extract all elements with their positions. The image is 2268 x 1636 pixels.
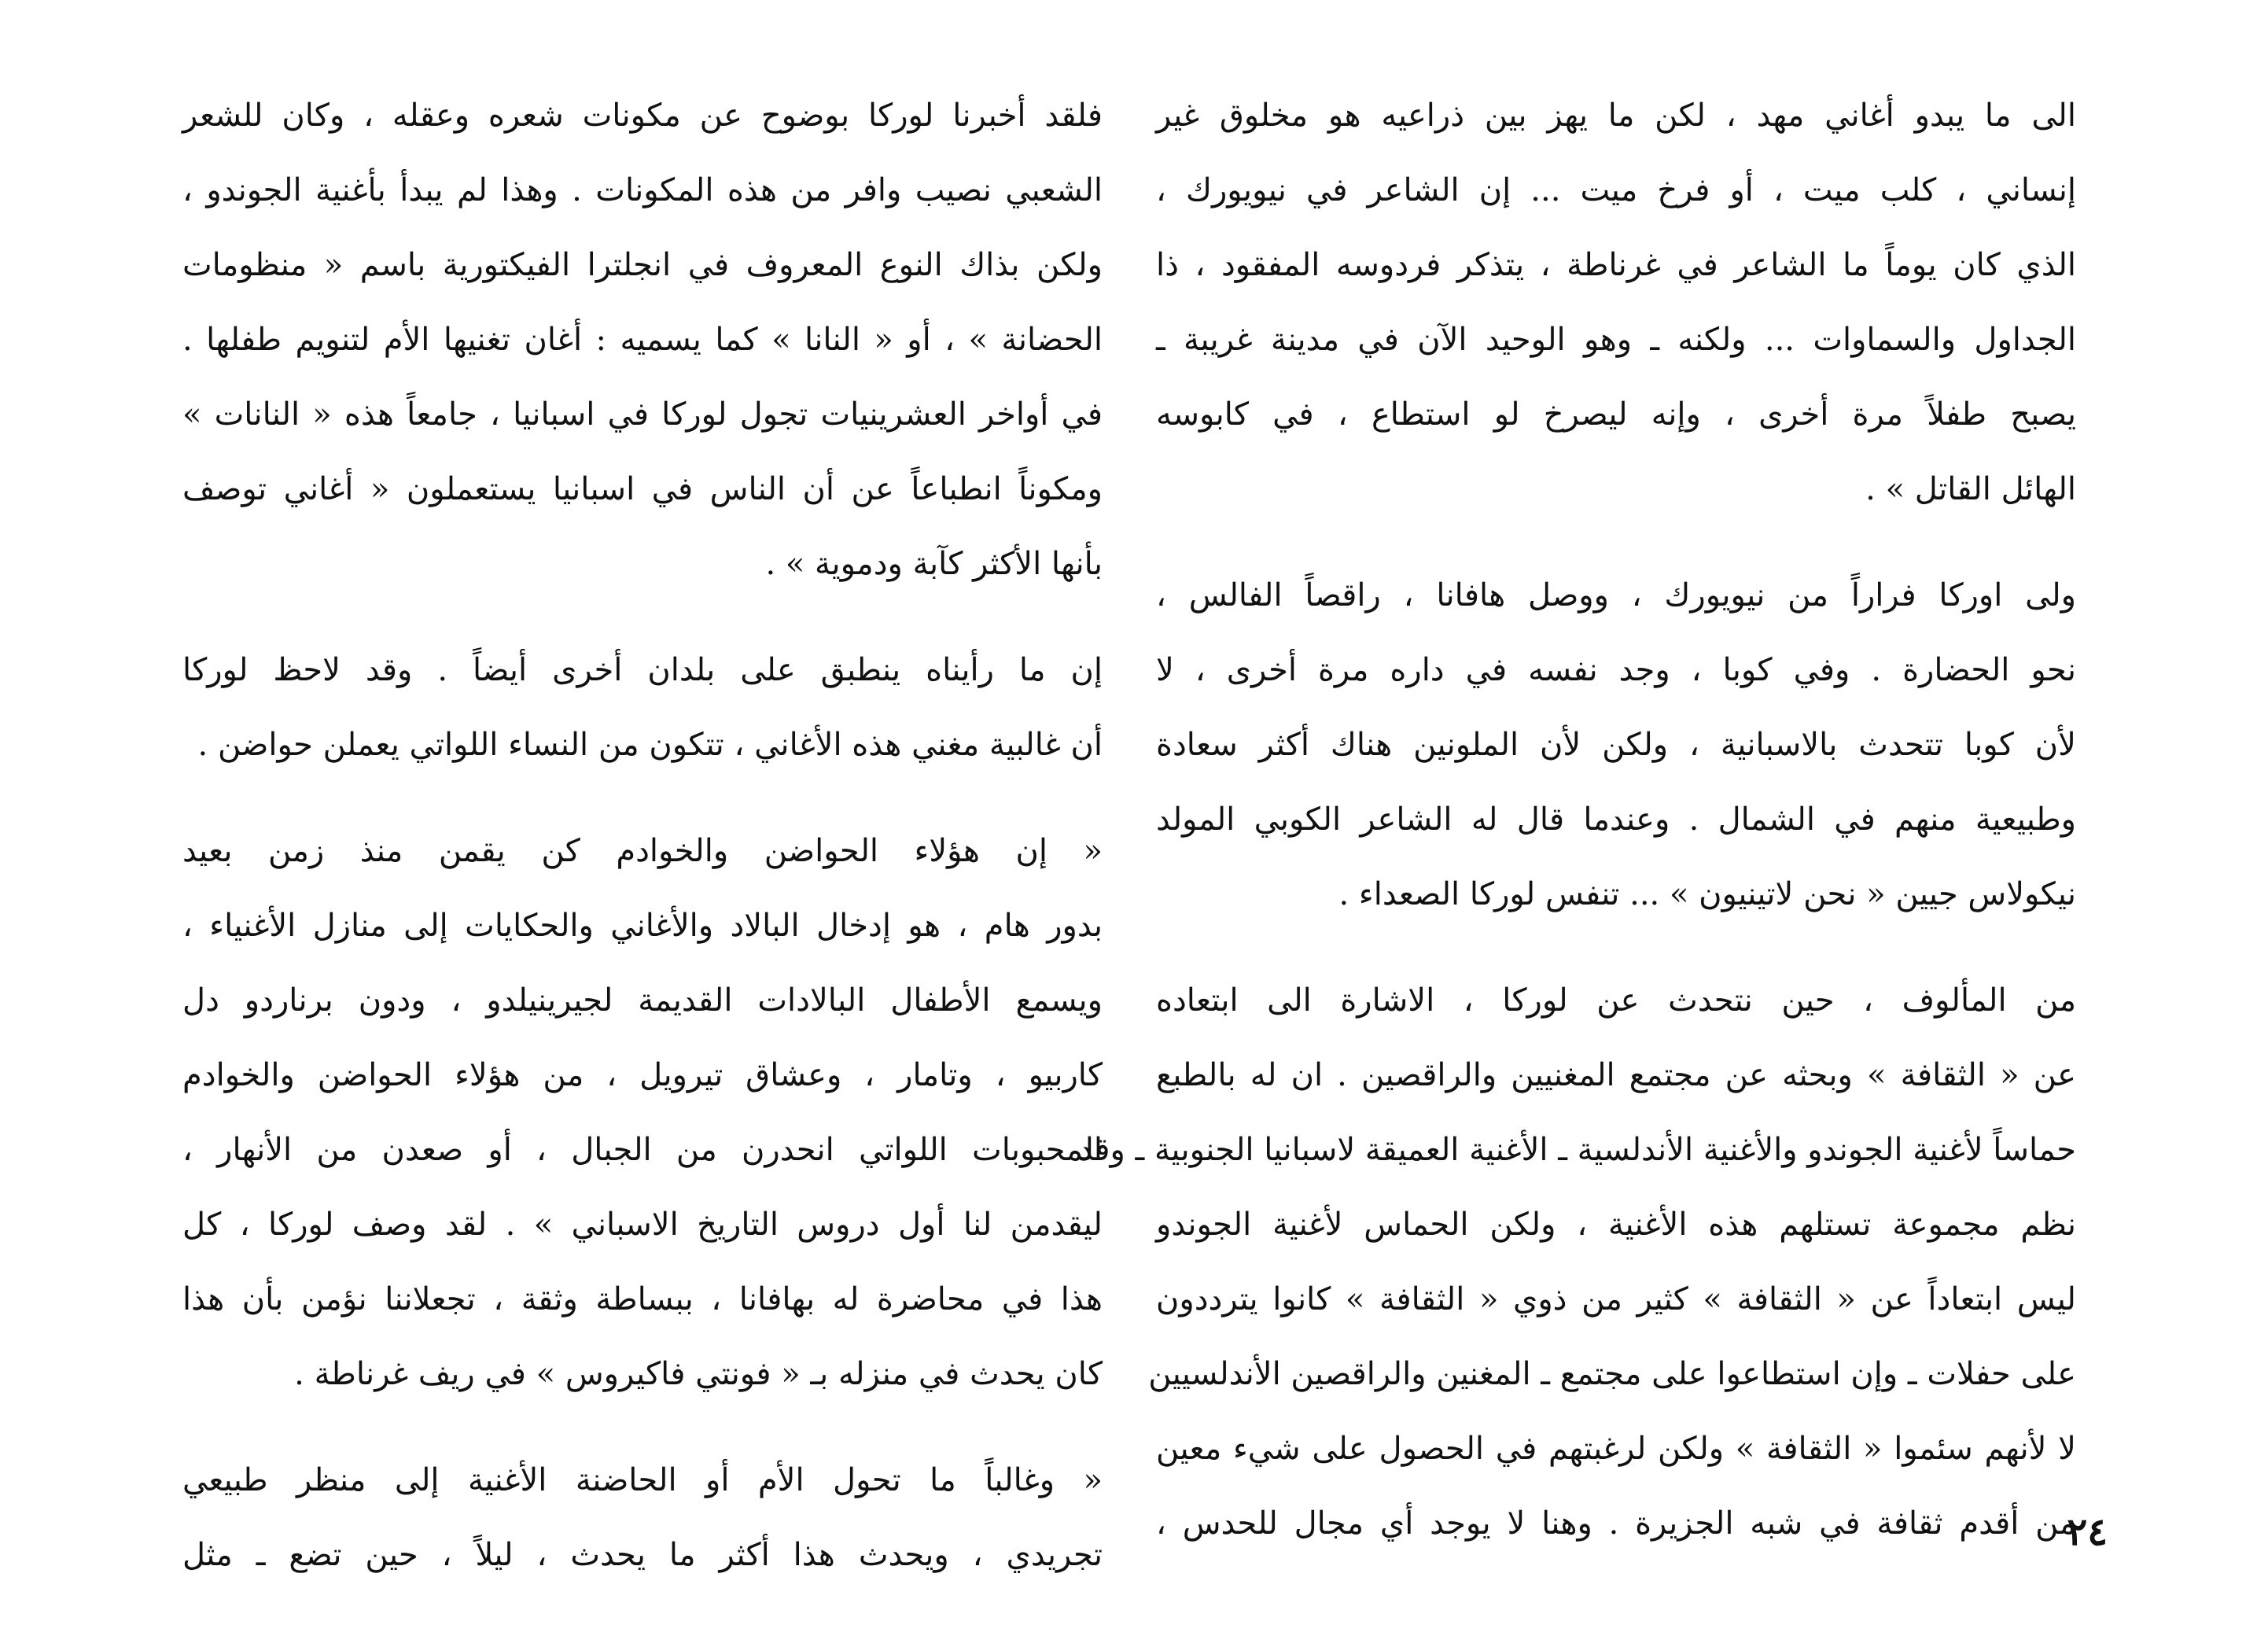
paragraph: [1156, 558, 2076, 932]
text-line: تجريدي ، ويحدث هذا أكثر ما يحدث ، ليلاً ، حين تضع ـ مثل: [182, 1537, 1103, 1573]
text-line: الذي كان يوماً ما الشاعر في غرناطة ، يتذكر فردوسه المفقود ، ذا: [1156, 247, 2076, 283]
text-line: الهائل القاتل » .: [1865, 471, 2076, 507]
paragraph: [1078, 964, 2076, 1561]
text-line: ولكن بذاك النوع المعروف في انجلترا الفيكتورية باسم « منظومات: [182, 247, 1103, 283]
text-line: من أقدم ثقافة في شبه الجزيرة . وهنا لا يوجد أي مجال للحدس ،: [1156, 1505, 2076, 1542]
text-line: إنساني ، كلب ميت ، أو فرخ ميت ... إن الشاعر في نيويورك ،: [1156, 172, 2076, 208]
text-line: لأن كوبا تتحدث بالاسبانية ، ولكن لأن الملونين هناك أكثر سعادة: [1156, 727, 2076, 763]
text-line: كاربيو ، وتامار ، وعشاق تيرويل ، من هؤلاء الحواضن والخوادم: [182, 1057, 1103, 1093]
text-line: الى ما يبدو أغاني مهد ، لكن ما يهز بين ذراعيه هو مخلوق غير: [1156, 98, 2076, 134]
text-line: « وغالباً ما تحول الأم أو الحاضنة الأغنية إلى منظر طبيعي: [182, 1462, 1103, 1498]
text-line: وطبيعية منهم في الشمال . وعندما قال له الشاعر الكوبي المولد: [1156, 801, 2076, 838]
text-line: أن غالبية مغني هذه الأغاني ، تتكون من النساء اللواتي يعملن حواضن .: [197, 727, 1103, 763]
text-line: عن « الثقافة » وبحثه عن مجتمع المغنيين والراقصين . ان له بالطبع: [1156, 1057, 2076, 1093]
text-line: كان يحدث في منزله بـ « فونتي فاكيروس » في ريف غرناطة .: [294, 1356, 1103, 1392]
text-line: ليقدمن لنا أول دروس التاريخ الاسباني » . لقد وصف لوركا ، كل: [182, 1207, 1103, 1243]
text-line: هذا في محاضرة له بهافانا ، ببساطة وثقة ، تجعلاننا نؤمن بأن هذا: [182, 1281, 1103, 1317]
text-line: نظم مجموعة تستلهم هذه الأغنية ، ولكن الحماس لأغنية الجوندو: [1156, 1207, 2076, 1243]
text-line: « إن هؤلاء الحواضن والخوادم كن يقمن منذ زمن بعيد: [182, 833, 1103, 869]
text-line: نيكولاس جيين « نحن لاتينيون » ... تنفس لوركا الصعداء .: [1338, 876, 2076, 912]
text-line: ولى اوركا فراراً من نيويورك ، ووصل هافانا ، راقصاً الفالس ،: [1156, 577, 2076, 614]
text-line: الجداول والسماوات ... ولكنه ـ وهو الوحيد الآن في مدينة غريبة ـ: [1156, 322, 2076, 358]
right-column: [1078, 79, 2076, 1593]
text-line: إن ما رأيناه ينطبق على بلدان أخرى أيضاً . وقد لاحظ لوركا: [182, 652, 1103, 688]
text-line: الشعبي نصيب وافر من هذه المكونات . وهذا لم يبدأ بأغنية الجوندو ،: [182, 172, 1103, 208]
paragraph: [182, 633, 1103, 783]
text-line: بأنها الأكثر كآبة ودموية » .: [765, 546, 1103, 582]
text-line: في أواخر العشرينيات تجول لوركا في اسبانيا ، جامعاً هذه « النانات »: [182, 396, 1103, 433]
text-line: نحو الحضارة . وفي كوبا ، وجد نفسه في داره مرة أخرى ، لا: [1156, 652, 2076, 688]
text-line: حماساً لأغنية الجوندو والأغنية الأندلسية ـ الأغنية العميقة لاسبانيا الجنوبية ـ وقد: [1078, 1132, 2076, 1168]
text-line: المحبوبات اللواتي انحدرن من الجبال ، أو صعدن من الأنهار ،: [182, 1132, 1103, 1168]
left-column: [182, 79, 1103, 1624]
text-line: يصبح طفلاً مرة أخرى ، وإنه ليصرخ لو استطاع ، في كابوسه: [1156, 396, 2076, 433]
text-line: على حفلات ـ وإن استطاعوا على مجتمع ـ المغنين والراقصين الأندلسيين: [1148, 1356, 2076, 1392]
page-number: ٢٤: [2067, 1510, 2108, 1554]
paragraph: [182, 814, 1103, 1412]
text-line: ويسمع الأطفال البالادات القديمة لجيرينيلدو ، ودون برناردو دل: [182, 982, 1103, 1019]
text-line: لا لأنهم سئموا « الثقافة » ولكن لرغبتهم في الحصول على شيء معين: [1156, 1431, 2076, 1467]
text-line: ليس ابتعاداً عن « الثقافة » كثير من ذوي « الثقافة » كانوا يترددون: [1156, 1281, 2076, 1317]
paragraph: [1156, 79, 2076, 527]
text-line: الحضانة » ، أو « النانا » كما يسميه : أغان تغنيها الأم لتنويم طفلها .: [182, 322, 1103, 358]
text-line: ومكوناً انطباعاً عن أن الناس في اسبانيا يستعملون « أغاني توصف: [182, 471, 1103, 507]
paragraph: [182, 1443, 1103, 1593]
paragraph: [182, 79, 1103, 602]
text-line: من المألوف ، حين نتحدث عن لوركا ، الاشارة الى ابتعاده: [1156, 982, 2076, 1019]
text-line: فلقد أخبرنا لوركا بوضوح عن مكونات شعره وعقله ، وكان للشعر: [182, 98, 1103, 134]
text-line: بدور هام ، هو إدخال البالاد والأغاني والحكايات إلى منازل الأغنياء ،: [182, 908, 1103, 944]
